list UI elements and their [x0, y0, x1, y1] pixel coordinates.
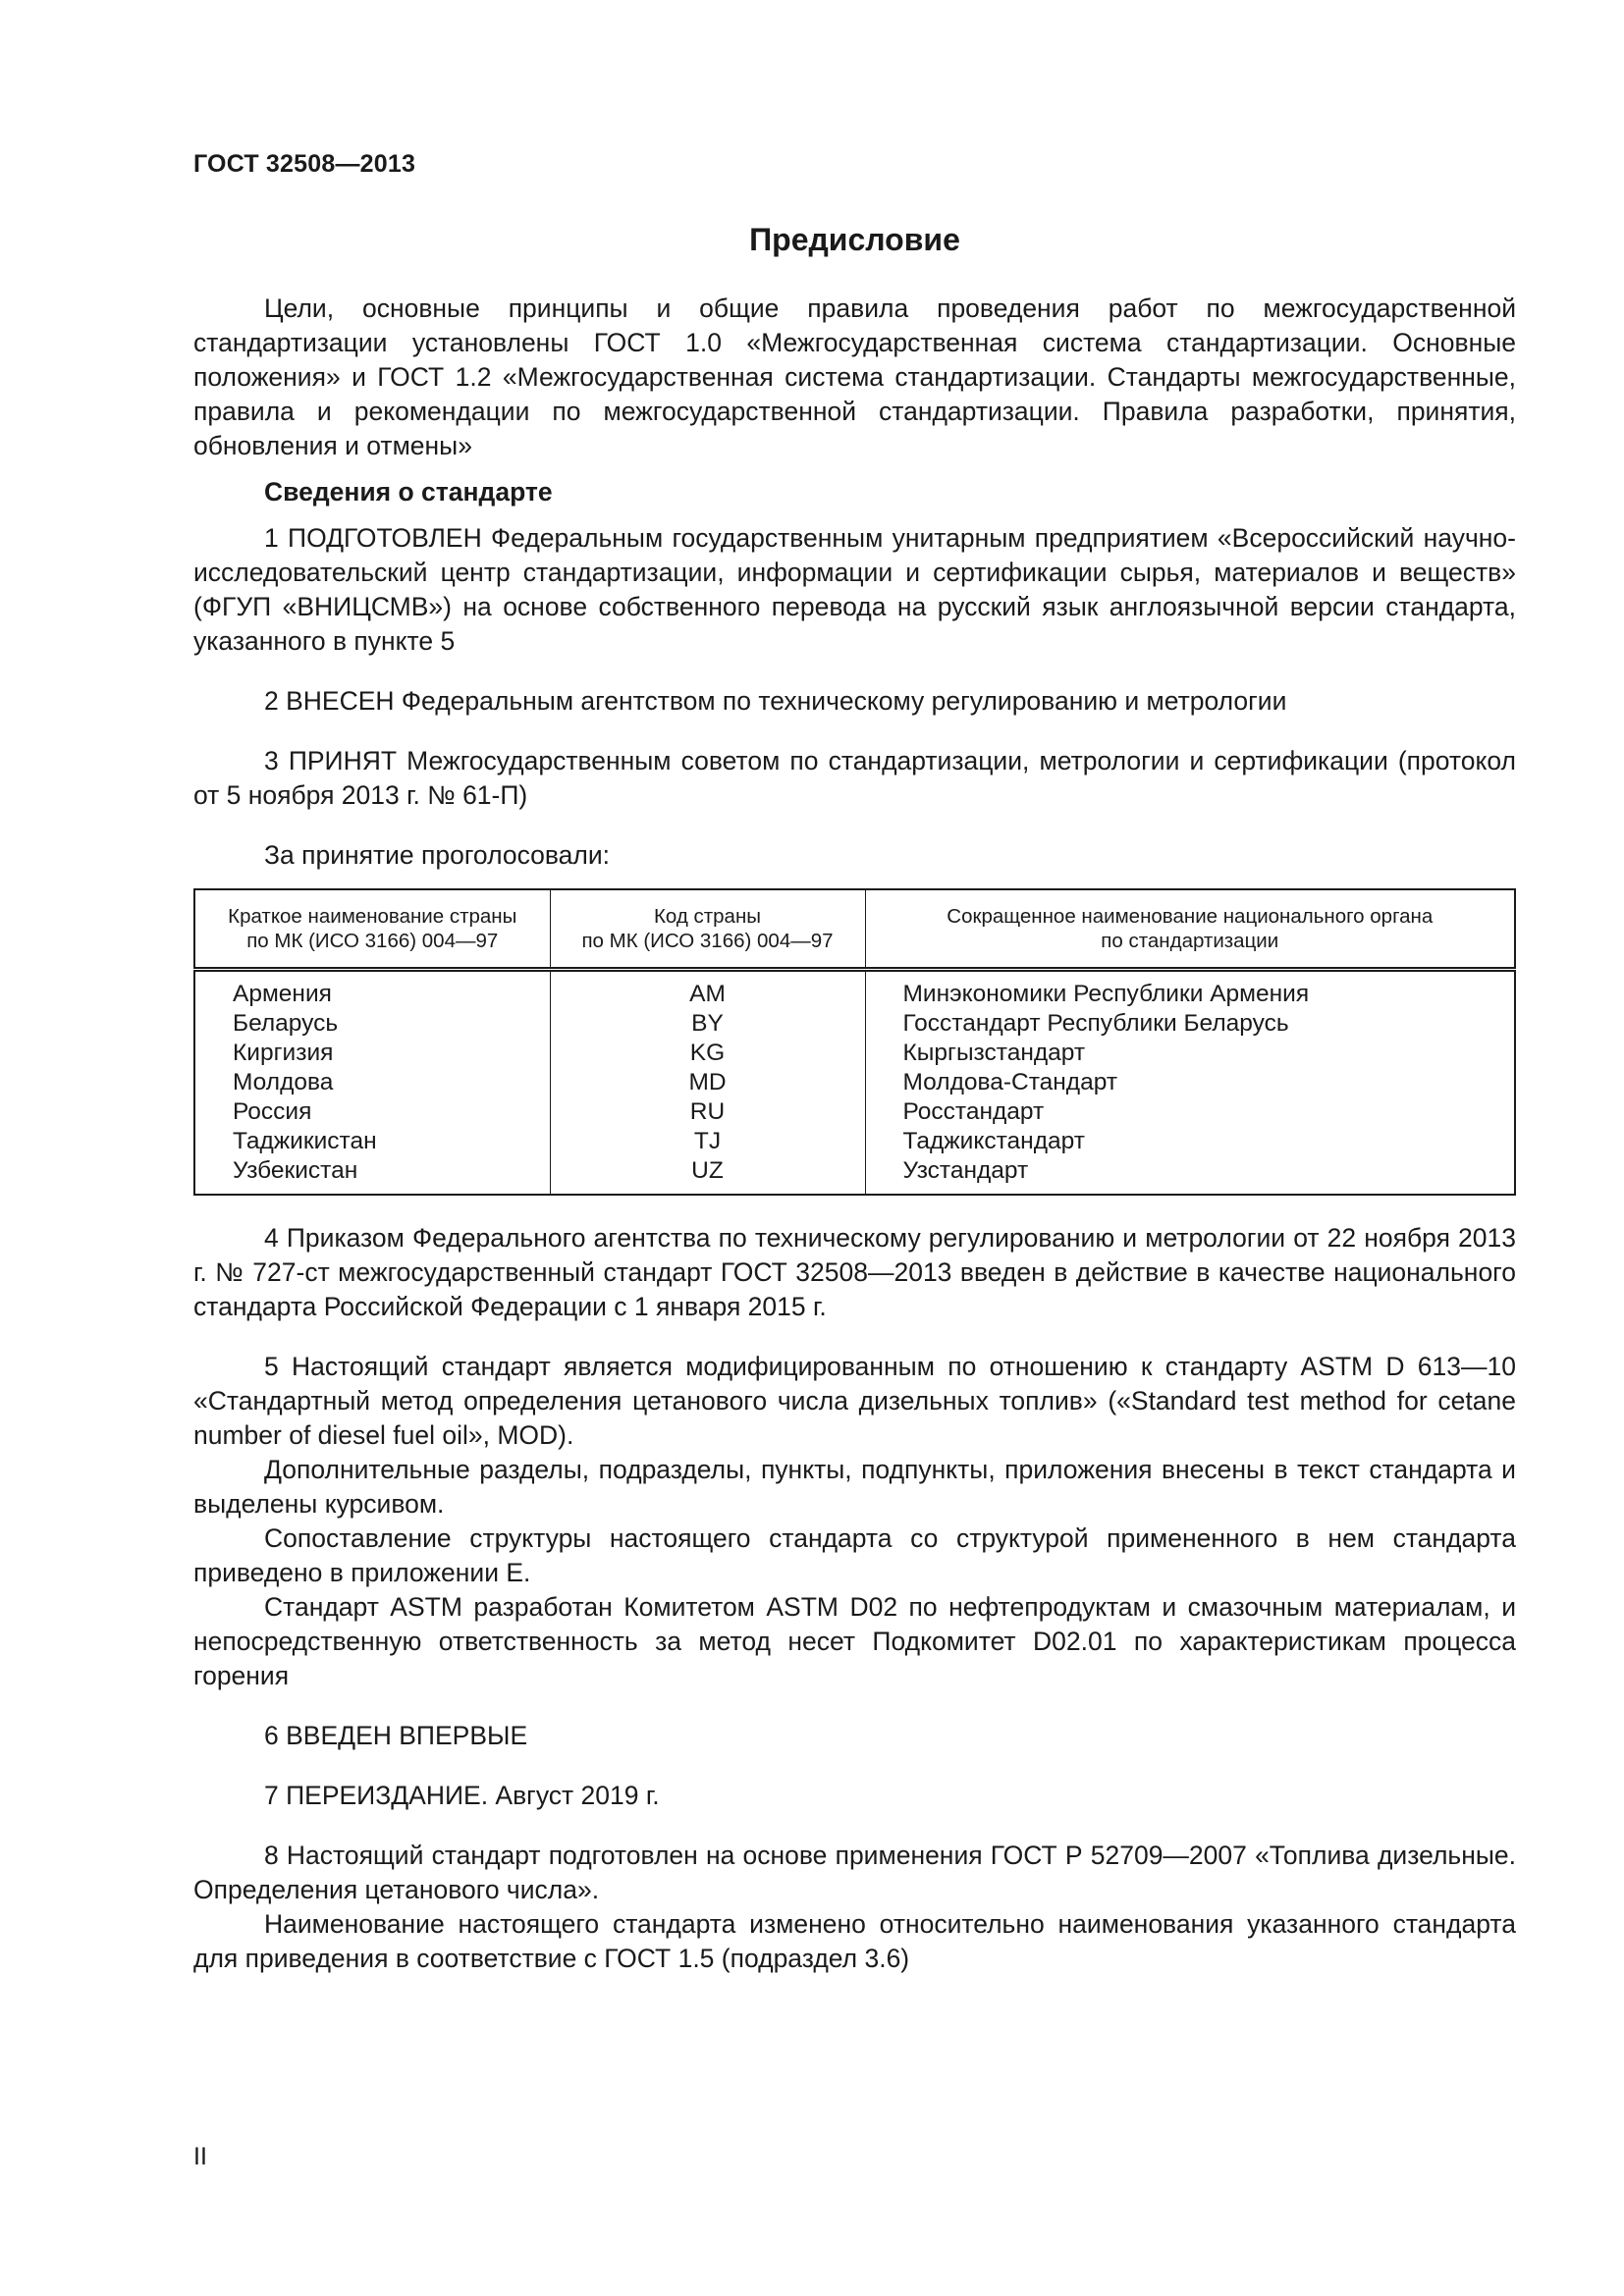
country-codes-column	[550, 970, 865, 1196]
standards-body: Молдова-Стандарт	[902, 1069, 1118, 1095]
item-8-paragraph: 8 Настоящий стандарт подготовлен на основе применения ГОСТ Р 52709—2007 «Топлива дизельные. Определения цетанового числа».	[193, 1841, 1516, 1904]
standards-body: Узстандарт	[902, 1157, 1029, 1184]
item-8-name-change: Наименование настоящего стандарта изменено относительно наименования указанного стандарта для приведения в соответствие с ГОСТ 1.5 (подраздел 3.6)	[193, 1909, 1516, 1973]
standards-body: Кыргызстандарт	[902, 1040, 1086, 1066]
item-7-paragraph: 7 ПЕРЕИЗДАНИЕ. Август 2019 г.	[264, 1781, 660, 1810]
intro-paragraph: Цели, основные принципы и общие правила проведения работ по межгосударственной стандартизации установлены ГОСТ 1.0 «Межгосударственная система стандартизации. Основные положения» и ГОСТ 1.2 «Межгосударственная система стандартизации. Стандарты межгосударственные, правила и рекомендации по межгосударственной стандартизации. Правила разработки, принятия, обновления и отмены»	[193, 294, 1516, 460]
header-country-code	[550, 889, 865, 970]
country-name: Россия	[233, 1098, 312, 1125]
standards-body: Госстандарт Республики Беларусь	[902, 1010, 1289, 1037]
votes-table	[193, 888, 1516, 1196]
country-name: Таджикистан	[233, 1128, 377, 1154]
item-5-astm-committee: Стандарт ASTM разработан Комитетом ASTM D02 по нефтепродуктам и смазочным материалам, и непосредственную ответственность за метод несет Подкомитет D02.01 по характеристикам процесса горения	[193, 1592, 1516, 1690]
document-code: ГОСТ 32508—2013	[193, 150, 416, 178]
header-line: по МК (ИСО 3166) 004—97	[246, 930, 499, 952]
page-title: Предисловие	[749, 222, 960, 257]
header-standards-body	[865, 889, 1515, 970]
header-country-name	[194, 889, 550, 970]
country-code: RU	[689, 1098, 726, 1125]
item-5-structure-comparison: Сопоставление структуры настоящего стандарта со структурой примененного в нем стандарта приведено в приложении Е.	[193, 1523, 1516, 1587]
item-5-additional-sections: Дополнительные разделы, подразделы, пункты, подпункты, приложения внесены в текст стандарта и выделены курсивом.	[193, 1455, 1516, 1519]
header-line: Сокращенное наименование национального органа	[947, 905, 1434, 928]
header-line: Код страны	[653, 905, 762, 928]
country-code: MD	[688, 1069, 727, 1095]
country-name: Молдова	[233, 1069, 334, 1095]
item-6-paragraph: 6 ВВЕДЕН ВПЕРВЫЕ	[264, 1721, 528, 1750]
header-line: по стандартизации	[1101, 930, 1279, 952]
country-names-column	[194, 970, 550, 1196]
table-body-row	[194, 970, 1515, 1196]
country-name: Узбекистан	[233, 1157, 358, 1184]
country-code: AM	[689, 981, 726, 1007]
standards-body: Таджикстандарт	[902, 1128, 1085, 1154]
item-1-paragraph: 1 ПОДГОТОВЛЕН Федеральным государственным унитарным предприятием «Всероссийский научно-исследовательский центр стандартизации, информации и сертификации сырья, материалов и веществ» (ФГУП «ВНИЦСМВ») на основе собственного перевода на русский язык англоязычной версии стандарта, указанного в пункте 5	[193, 523, 1516, 656]
country-code: UZ	[691, 1157, 724, 1184]
standards-body: Минэкономики Республики Армения	[902, 981, 1310, 1007]
standards-bodies-column	[865, 970, 1515, 1196]
country-code: BY	[691, 1010, 724, 1037]
standards-body: Росстандарт	[902, 1098, 1045, 1125]
page-number: II	[193, 2143, 207, 2170]
document-body	[193, 292, 1516, 1976]
section-heading: Сведения о стандарте	[264, 477, 553, 507]
item-4-paragraph: 4 Приказом Федерального агентства по техническому регулированию и метрологии от 22 ноября 2013 г. № 727-ст межгосударственный стандарт ГОСТ 32508—2013 введен в действие в качестве национального стандарта Российской Федерации с 1 января 2015 г.	[193, 1223, 1516, 1321]
votes-label: За принятие проголосовали:	[264, 840, 611, 870]
country-name: Армения	[233, 981, 332, 1007]
country-name: Беларусь	[233, 1010, 339, 1037]
item-2-paragraph: 2 ВНЕСЕН Федеральным агентством по техническому регулированию и метрологии	[264, 686, 1287, 716]
item-3-paragraph: 3 ПРИНЯТ Межгосударственным советом по стандартизации, метрологии и сертификации (протокол от 5 ноября 2013 г. № 61-П)	[193, 746, 1516, 810]
country-name: Киргизия	[233, 1040, 334, 1066]
table-header-row	[194, 889, 1515, 970]
header-line: по МК (ИСО 3166) 004—97	[581, 930, 834, 952]
item-5-paragraph: 5 Настоящий стандарт является модифицированным по отношению к стандарту ASTM D 613—10 «Стандартный метод определения цетанового числа дизельных топлив» («Standard test method for cetane number of diesel fuel oil», MOD).	[193, 1352, 1516, 1450]
header-line: Краткое наименование страны	[228, 905, 517, 928]
country-code: KG	[689, 1040, 726, 1066]
country-code: TJ	[693, 1128, 722, 1154]
